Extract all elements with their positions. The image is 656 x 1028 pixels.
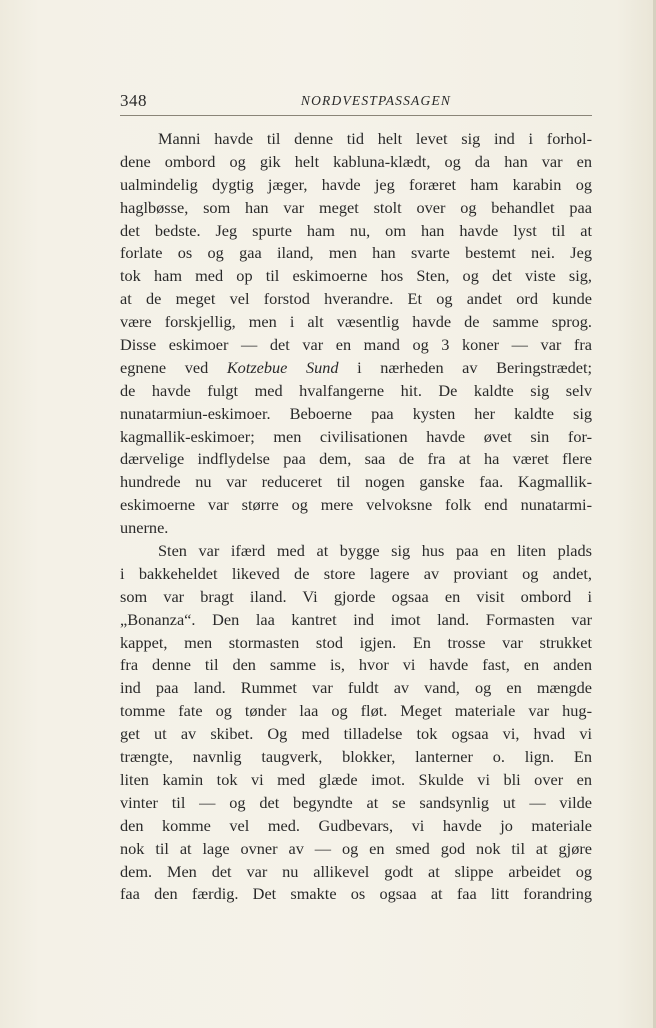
- text-line: Disse eskimoer — det var en mand og 3 koner — var fra: [120, 335, 592, 355]
- text-line: dene ombord og gik helt kabluna-klædt, og da han var en: [120, 151, 592, 171]
- text-line: Sten var ifærd med at bygge sig hus paa en liten plads: [158, 541, 592, 561]
- running-title: NORDVESTPASSAGEN: [300, 93, 452, 108]
- text-line: haglbøsse, som han var meget stolt over og behandlet paa: [120, 197, 592, 217]
- text-line: kagmallik-eskimoer; men civilisationen havde øvet sin for-: [120, 426, 592, 446]
- text-line: „Bonanza“. Den laa kantret ind imot land. Formasten var: [120, 609, 592, 629]
- text-line: at de meget vel forstod hverandre. Et og andet ord kunde: [120, 289, 592, 309]
- text-line: være forskjellig, men i alt væsentlig havde de samme sprog.: [120, 312, 592, 332]
- text-line: liten kamin tok vi med glæde imot. Skulde vi bli over en: [120, 769, 592, 789]
- text-line: i bakkeheldet likeved de store lagere av proviant og andet,: [120, 563, 592, 583]
- text-line: de havde fulgt med hvalfangerne hit. De kaldte sig selv: [120, 380, 592, 400]
- body-text: [120, 128, 592, 906]
- text-line: som var bragt iland. Vi gjorde ogsaa en visit ombord i: [120, 586, 592, 606]
- page-number: 348: [120, 91, 147, 110]
- text-line: hundrede nu var reduceret til nogen ganske faa. Kagmallik-: [120, 472, 592, 492]
- header-rule: [120, 115, 592, 116]
- text-line: ind paa land. Rummet var fuldt av vand, og en mængde: [120, 678, 592, 698]
- text-line: kappet, men stormasten stod igjen. En trosse var strukket: [120, 632, 592, 652]
- text-line: fra denne til den samme is, hvor vi havde fast, en anden: [120, 655, 592, 675]
- text-line: faa den færdig. Det smakte os ogsaa at faa litt forandring: [120, 884, 592, 904]
- text-line: ualmindelig dygtig jæger, havde jeg foræret ham karabin og: [120, 174, 592, 194]
- text-line: nunatarmiun-eskimoer. Beboerne paa kysten her kaldte sig: [120, 403, 592, 423]
- text-line: tomme fate og tønder laa og fløt. Meget materiale var hug-: [120, 701, 592, 721]
- text-line: dærvelige indflydelse paa dem, saa de fra at ha været flere: [120, 449, 592, 469]
- text-line: vinter til — og det begyndte at se sandsynlig ut — vilde: [120, 792, 592, 812]
- text-line: Manni havde til denne tid helt levet sig ind i forhol-: [158, 129, 592, 148]
- text-line: unerne.: [120, 518, 169, 538]
- text-line: egnene ved Kotzebue Sund i nærheden av Beringstrædet;: [120, 357, 593, 377]
- text-line: det bedste. Jeg spurte ham nu, om han havde lyst til at: [120, 220, 592, 240]
- italic-place-name: Kotzebue Sund: [226, 357, 339, 377]
- text-line: dem. Men det var nu allikevel godt at slippe arbeidet og: [120, 861, 592, 881]
- page-header: [120, 91, 592, 115]
- text-line: get ut av skibet. Og med tilladelse tok ogsaa vi, hvad vi: [120, 724, 592, 744]
- text-line: nok til at lage ovner av — og en smed god nok til at gjøre: [120, 838, 592, 858]
- text-line: tok ham med op til eskimoerne hos Sten, og det viste sig,: [120, 266, 592, 286]
- text-line: forlate os og gaa iland, men han svarte bestemt nei. Jeg: [120, 243, 592, 263]
- text-line: den komme vel med. Gudbevars, vi havde jo materiale: [120, 815, 592, 835]
- text-line: eskimoerne var større og mere velvoksne folk end nunatarmi-: [120, 495, 592, 515]
- text-line: trængte, navnlig taugverk, blokker, lanterner o. lign. En: [120, 747, 592, 767]
